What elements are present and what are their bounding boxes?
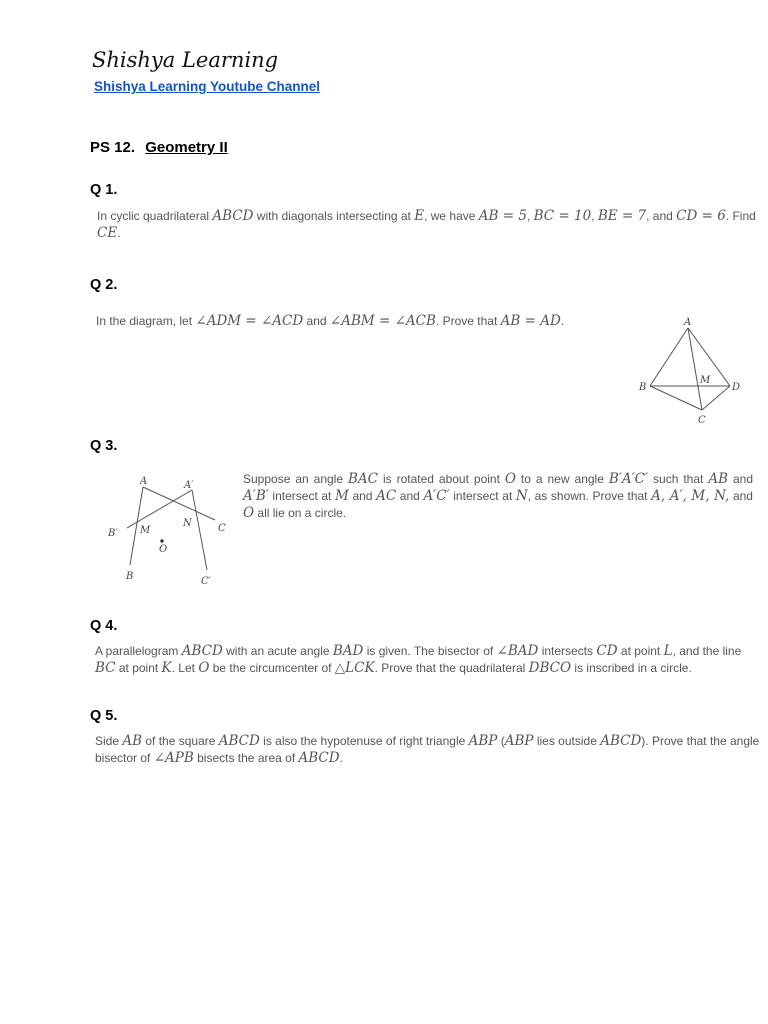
question-2-text: In the diagram, let ∠ADM = ∠ACD and ∠ABM = ∠ACB. Prove that AB = AD. (96, 313, 565, 329)
q2-label-b: B (639, 382, 647, 393)
q3-label-m: M (140, 525, 151, 536)
q2-label-m: M (700, 375, 711, 386)
question-2-heading: Q 2. (90, 277, 118, 293)
q3-label-a-prime: A′ (184, 480, 194, 491)
question-3-diagram (100, 470, 235, 592)
q3-label-c: C (218, 523, 226, 534)
q3-label-o: O (159, 544, 168, 555)
question-3-heading: Q 3. (90, 438, 118, 454)
question-1-heading: Q 1. (90, 182, 118, 198)
q3-label-c-prime: C′ (201, 576, 211, 587)
question-5-heading: Q 5. (90, 708, 118, 724)
youtube-channel-link[interactable]: Shishya Learning Youtube Channel (94, 79, 321, 94)
q2-label-c: C (698, 415, 706, 426)
question-1-text: In cyclic quadrilateral ABCD with diagonals intersecting at E, we have AB = 5, BC = 10, BE = 7, and CD = 6. Find CE. (97, 208, 756, 241)
q3-label-n: N (183, 518, 192, 529)
q3-label-b-prime: B′ (108, 528, 118, 539)
problem-set-number: PS 12. (90, 139, 136, 156)
question-2-diagram (630, 312, 750, 430)
brand-logo: Shishya Learning (92, 48, 279, 72)
question-5-text: Side AB of the square ABCD is also the hypotenuse of right triangle ABP (ABP lies outside ABCD). Prove that the angle bisector of ∠APB bisects the area of ABCD. (95, 733, 760, 766)
q3-label-a: A (140, 476, 148, 487)
problem-set-topic: Geometry II (145, 139, 228, 156)
question-3-text: Suppose an angle BAC is rotated about point O to a new angle B′A′C′ such that AB and A′B′ intersect at M and AC and A′C′ intersect at N, as shown. Prove that A, A′, M, N, and O all lie on a circle. (243, 471, 753, 521)
q3-label-b: B (126, 571, 134, 582)
question-4-heading: Q 4. (90, 618, 118, 634)
problem-set-title (90, 139, 228, 156)
q2-label-d: D (732, 382, 741, 393)
q2-label-a: A (684, 317, 692, 328)
question-4-text: A parallelogram ABCD with an acute angle BAD is given. The bisector of ∠BAD intersects CD at point L, and the line BC at point K. Let O be the circumcenter of △LCK. Prove that the quadrilateral DBCO is inscribed in a circle. (95, 643, 742, 676)
